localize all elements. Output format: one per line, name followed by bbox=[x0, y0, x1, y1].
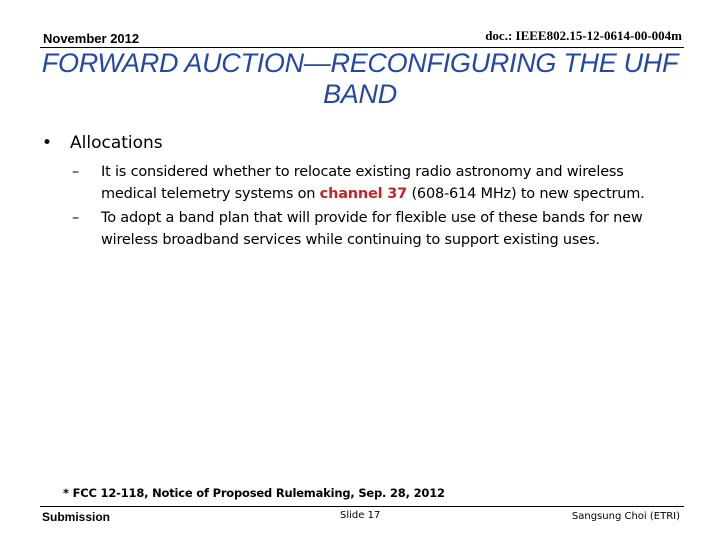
sub-item-band-plan bbox=[72, 207, 682, 251]
sub-item-text: To adopt a band plan that will provide for flexible use of these bands for new wireless broadband services while continuing to support existing uses. bbox=[101, 210, 643, 248]
bullet-allocations bbox=[42, 133, 163, 153]
footer-slide-number: Slide 17 bbox=[340, 510, 381, 521]
slide-title: FORWARD AUCTION—RECONFIGURING THE UHF BAND bbox=[41, 48, 679, 109]
channel-highlight: channel 37 bbox=[319, 186, 408, 202]
sub-item-text-after: (608-614 MHz) to new spectrum. bbox=[407, 186, 645, 202]
sub-item-relocation bbox=[72, 161, 682, 205]
sub-item-text bbox=[101, 161, 682, 205]
footer-submission: Submission bbox=[42, 510, 111, 524]
footer-author: Sangsung Choi (ETRI) bbox=[571, 511, 680, 522]
bullet-label: Allocations bbox=[70, 133, 163, 153]
sub-item-dash: – bbox=[72, 210, 80, 226]
bullet-marker: • bbox=[42, 133, 53, 153]
sub-item-text-before: It is considered whether to relocate existing radio astronomy and wireless medical telemetry systems on bbox=[101, 164, 624, 202]
header-date: November 2012 bbox=[43, 31, 140, 46]
footer-divider bbox=[40, 506, 684, 507]
header-doc-id: doc.: IEEE802.15-12-0614-00-004m bbox=[485, 28, 682, 43]
sub-item-dash: – bbox=[72, 164, 80, 180]
footnote: * FCC 12-118, Notice of Proposed Rulemaking, Sep. 28, 2012 bbox=[63, 486, 445, 500]
